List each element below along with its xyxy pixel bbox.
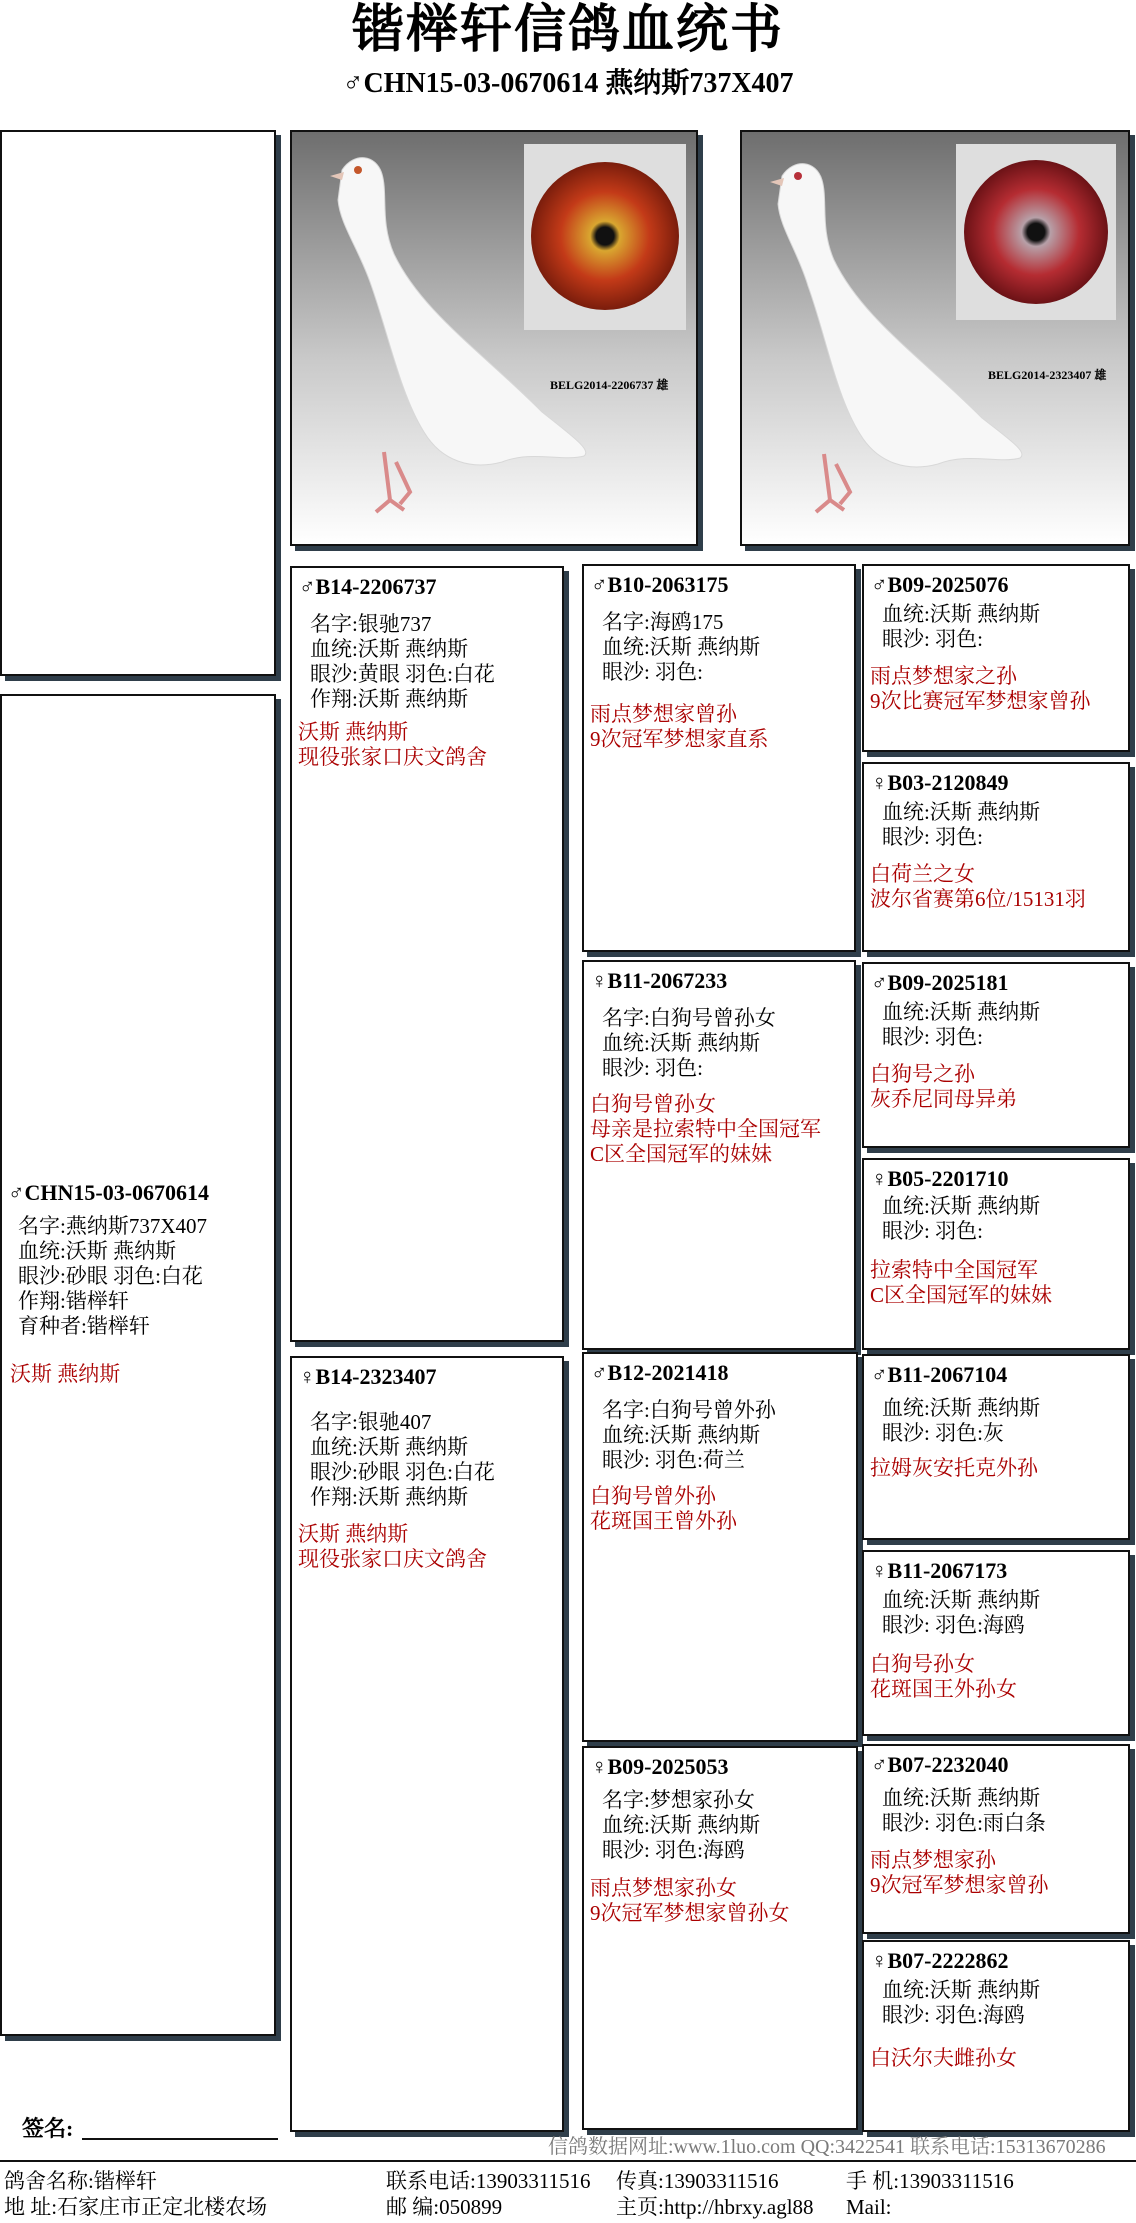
- note-line: 拉索特中全国冠军: [870, 1258, 1038, 1282]
- note-line: 拉姆灰安托克外孙: [870, 1456, 1038, 1480]
- card-notes: [590, 1876, 790, 1926]
- great-grandparent-card: [862, 1158, 1130, 1350]
- note-line: 花斑国王外孙女: [870, 1677, 1017, 1701]
- ring-number: ♀B11-2067173: [871, 1558, 1008, 1583]
- great-grandparent-card: [862, 1940, 1130, 2132]
- note-line: 沃斯 燕纳斯: [298, 720, 409, 744]
- great-grandparent-card: [862, 564, 1130, 752]
- note-line: 沃斯 燕纳斯: [298, 1522, 409, 1546]
- blank-panel: [0, 130, 276, 676]
- detail-line: 作翔:沃斯 燕纳斯: [310, 687, 469, 711]
- fax-number: 传真:13903311516: [616, 2169, 779, 2193]
- note-line: 灰乔尼同母异弟: [870, 1087, 1017, 1111]
- detail-line: 眼沙: 羽色:雨白条: [882, 1811, 1046, 1835]
- detail-line: 名字:梦想家孙女: [602, 1788, 755, 1812]
- ring-number: ♀B14-2323407: [299, 1364, 437, 1389]
- card-details: [882, 1194, 1040, 1244]
- sire-card: [290, 566, 564, 1342]
- main-detail-line: 作翔:锴榉轩: [18, 1289, 129, 1313]
- note-line: 雨点梦想家孙女: [590, 1876, 737, 1900]
- detail-line: 血统:沃斯 燕纳斯: [882, 1588, 1041, 1612]
- pigeon-ring-heading: ♂CHN15-03-0670614 燕纳斯737X407: [342, 68, 794, 99]
- note-line: 9次冠军梦想家曾孙女: [590, 1901, 790, 1925]
- note-line: 现役张家口庆文鸽舍: [298, 745, 487, 769]
- card-notes: [590, 1092, 821, 1167]
- card-details: [602, 1006, 776, 1081]
- card-details: [882, 800, 1040, 850]
- detail-line: 眼沙: 羽色:: [882, 1025, 983, 1049]
- card-notes: [870, 2046, 1017, 2071]
- card-notes: [298, 720, 487, 770]
- card-details: [310, 1410, 495, 1510]
- mobile-number: 手 机:13903311516: [846, 2169, 1014, 2193]
- note-line: 花斑国王曾外孙: [590, 1509, 737, 1533]
- detail-line: 血统:沃斯 燕纳斯: [602, 1423, 761, 1447]
- detail-line: 眼沙: 羽色:海鸥: [882, 2003, 1025, 2027]
- great-grandparent-card: [862, 1550, 1130, 1736]
- detail-line: 血统:沃斯 燕纳斯: [882, 1786, 1041, 1810]
- page-title: 锴榉轩信鸽血统书: [351, 2, 784, 59]
- ring-number: ♂B07-2232040: [871, 1752, 1009, 1777]
- detail-line: 名字:白狗号曾孙女: [602, 1006, 776, 1030]
- card-details: [882, 1786, 1046, 1836]
- note-line: 波尔省赛第6位/15131羽: [870, 887, 1086, 911]
- card-details: [882, 1978, 1040, 2028]
- card-details: [882, 602, 1040, 652]
- main-detail-line: 育种者:锴榉轩: [18, 1314, 150, 1338]
- loft-name: 鸽舍名称:锴榉轩: [4, 2169, 157, 2193]
- detail-line: 眼沙:砂眼 羽色:白花: [310, 1460, 495, 1484]
- zip-code: 邮 编:050899: [386, 2195, 503, 2219]
- main-detail-line: 眼沙:砂眼 羽色:白花: [18, 1264, 203, 1288]
- main-note: 沃斯 燕纳斯: [10, 1362, 121, 1386]
- sire-photo-caption: BELG2014-2206737 雄: [550, 378, 669, 392]
- note-line: 9次冠军梦想家曾孙: [870, 1873, 1049, 1897]
- note-line: 白狗号孙女: [870, 1652, 975, 1676]
- footer-divider: [0, 2160, 1136, 2162]
- ring-number: ♂B12-2021418: [591, 1360, 729, 1385]
- email-label: Mail:: [846, 2195, 892, 2219]
- detail-line: 眼沙: 羽色:: [882, 1219, 983, 1243]
- note-line: 母亲是拉索特中全国冠军: [590, 1117, 821, 1141]
- ring-number: ♀B03-2120849: [871, 770, 1009, 795]
- note-line: 雨点梦想家之孙: [870, 664, 1017, 688]
- note-line: 白狗号曾外孙: [590, 1484, 716, 1508]
- detail-line: 名字:白狗号曾外孙: [602, 1398, 776, 1422]
- great-grandparent-card: [862, 1744, 1130, 1934]
- great-grandparent-card: [862, 1354, 1130, 1540]
- signature-label: 签名:: [22, 2116, 74, 2141]
- detail-line: 眼沙: 羽色:: [602, 1056, 703, 1080]
- detail-line: 血统:沃斯 燕纳斯: [602, 635, 761, 659]
- ring-number: ♀B07-2222862: [871, 1948, 1009, 1973]
- signature-line: [82, 2138, 278, 2140]
- note-line: 9次比赛冠军梦想家曾孙: [870, 689, 1091, 713]
- great-grandparent-card: [862, 962, 1130, 1148]
- card-notes: [870, 1062, 1017, 1112]
- detail-line: 眼沙: 羽色:: [882, 627, 983, 651]
- card-details: [602, 1398, 776, 1473]
- card-notes: [590, 1484, 737, 1534]
- detail-line: 血统:沃斯 燕纳斯: [602, 1813, 761, 1837]
- ring-number: ♂B11-2067104: [871, 1362, 1008, 1387]
- card-details: [310, 612, 495, 712]
- note-line: 白沃尔夫雌孙女: [870, 2046, 1017, 2070]
- card-details: [602, 610, 760, 685]
- note-line: 雨点梦想家曾孙: [590, 702, 737, 726]
- detail-line: 眼沙: 羽色:海鸥: [602, 1838, 745, 1862]
- card-details: [882, 1588, 1040, 1638]
- note-line: 9次冠军梦想家直系: [590, 727, 769, 751]
- ring-number: ♀B05-2201710: [871, 1166, 1009, 1191]
- note-line: 白荷兰之女: [870, 862, 975, 886]
- detail-line: 血统:沃斯 燕纳斯: [310, 1435, 469, 1459]
- detail-line: 血统:沃斯 燕纳斯: [602, 1031, 761, 1055]
- loft-address: 地 址:石家庄市正定北楼农场: [4, 2195, 268, 2219]
- note-line: 白狗号曾孙女: [590, 1092, 716, 1116]
- dam-photo: [740, 130, 1130, 546]
- main-details: [18, 1214, 207, 1339]
- grandparent-card: [582, 1746, 858, 2130]
- card-notes: [590, 702, 769, 752]
- detail-line: 血统:沃斯 燕纳斯: [882, 1194, 1041, 1218]
- ring-number: ♂B10-2063175: [591, 572, 729, 597]
- detail-line: 眼沙: 羽色:: [602, 660, 703, 684]
- card-notes: [870, 1258, 1052, 1308]
- dam-card: [290, 1356, 564, 2132]
- card-details: [602, 1788, 760, 1863]
- main-detail-line: 血统:沃斯 燕纳斯: [18, 1239, 177, 1263]
- detail-line: 名字:银驰407: [310, 1410, 432, 1434]
- detail-line: 眼沙: 羽色:海鸥: [882, 1613, 1025, 1637]
- detail-line: 血统:沃斯 燕纳斯: [882, 800, 1041, 824]
- detail-line: 眼沙: 羽色:荷兰: [602, 1448, 745, 1472]
- grandparent-card: [582, 564, 856, 952]
- dam-photo-caption: BELG2014-2323407 雄: [988, 368, 1107, 382]
- sire-eye-icon: [531, 162, 679, 310]
- watermark-text: 信鸽数据网址:www.1luo.com QQ:3422541 联系电话:15313670286: [548, 2136, 1106, 2158]
- grandparent-card: [582, 1352, 858, 1742]
- card-notes: [870, 862, 1086, 912]
- card-notes: [298, 1522, 487, 1572]
- detail-line: 作翔:沃斯 燕纳斯: [310, 1485, 469, 1509]
- detail-line: 眼沙: 羽色:灰: [882, 1421, 1004, 1445]
- detail-line: 名字:海鸥175: [602, 610, 724, 634]
- detail-line: 血统:沃斯 燕纳斯: [882, 1396, 1041, 1420]
- sire-photo: [290, 130, 698, 546]
- detail-line: 血统:沃斯 燕纳斯: [882, 1978, 1041, 2002]
- ring-number: ♂B09-2025076: [871, 572, 1009, 597]
- main-ring-number: ♂CHN15-03-0670614: [8, 1180, 210, 1205]
- note-line: 现役张家口庆文鸽舍: [298, 1547, 487, 1571]
- detail-line: 血统:沃斯 燕纳斯: [882, 602, 1041, 626]
- card-notes: [870, 664, 1091, 714]
- contact-phone: 联系电话:13903311516: [386, 2169, 591, 2193]
- ring-number: ♂B14-2206737: [299, 574, 437, 599]
- note-line: 雨点梦想家孙: [870, 1848, 996, 1872]
- homepage-link[interactable]: 主页:http://hbrxy.agl88: [616, 2195, 814, 2219]
- detail-line: 眼沙: 羽色:: [882, 825, 983, 849]
- card-notes: [870, 1456, 1038, 1481]
- detail-line: 血统:沃斯 燕纳斯: [882, 1000, 1041, 1024]
- note-line: C区全国冠军的妹妹: [590, 1142, 773, 1166]
- great-grandparent-card: [862, 762, 1130, 952]
- note-line: C区全国冠军的妹妹: [870, 1283, 1053, 1307]
- card-details: [882, 1000, 1040, 1050]
- ring-number: ♀B09-2025053: [591, 1754, 729, 1779]
- ring-number: ♀B11-2067233: [591, 968, 728, 993]
- note-line: 白狗号之孙: [870, 1062, 975, 1086]
- main-detail-line: 名字:燕纳斯737X407: [18, 1214, 207, 1238]
- card-details: [882, 1396, 1040, 1446]
- dam-eye-icon: [964, 160, 1108, 304]
- detail-line: 名字:银驰737: [310, 612, 432, 636]
- detail-line: 眼沙:黄眼 羽色:白花: [310, 662, 495, 686]
- card-notes: [870, 1652, 1017, 1702]
- ring-number: ♂B09-2025181: [871, 970, 1009, 995]
- card-notes: [870, 1848, 1049, 1898]
- grandparent-card: [582, 960, 856, 1350]
- detail-line: 血统:沃斯 燕纳斯: [310, 637, 469, 661]
- main-pigeon-card: [0, 694, 276, 2036]
